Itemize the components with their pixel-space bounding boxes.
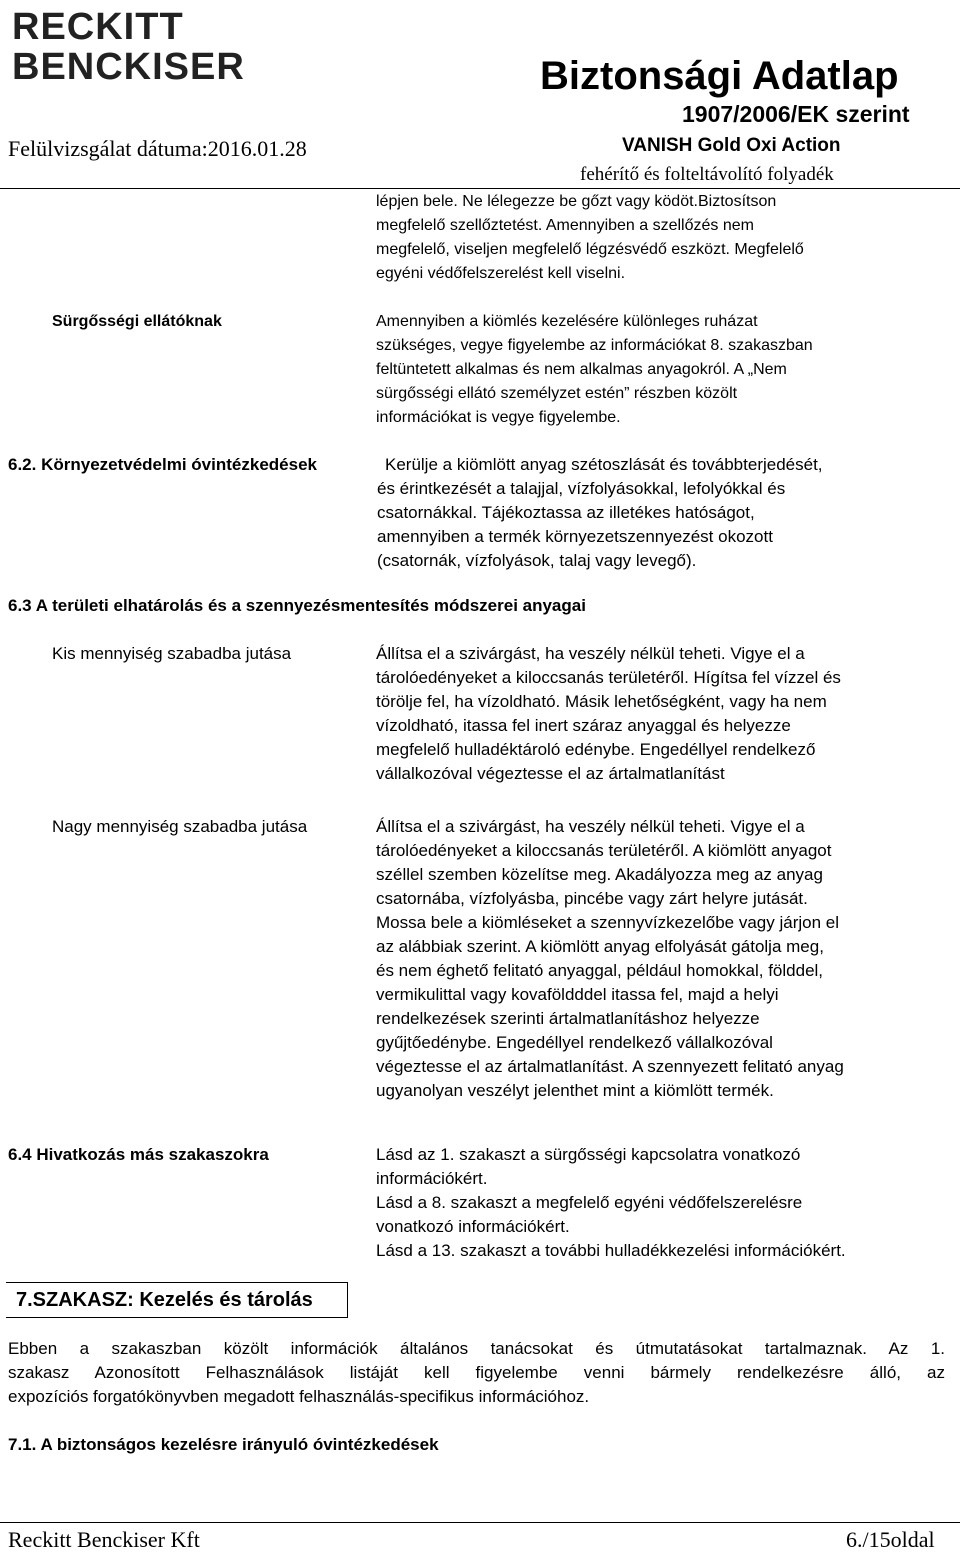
text-line: megfelelő hulladéktároló edénybe. Engedéllyel rendelkező bbox=[376, 740, 816, 759]
text-line: tárolóedényeket a kiloccsanás területéről. Hígítsa fel vízzel és bbox=[376, 668, 841, 687]
product-type: fehérítő és folteltávolító folyadék bbox=[580, 164, 834, 185]
text-line: vállalkozóval végeztesse el az ártalmatlanítást bbox=[376, 764, 725, 783]
text-line: ugyanolyan veszélyt jelenthet mint a kiömlött termék. bbox=[376, 1081, 774, 1100]
text-line: gyűjtőedénybe. Engedéllyel rendelkező vállalkozóval bbox=[376, 1033, 773, 1052]
text-line: sürgősségi ellátó személyzet estén” részben közölt bbox=[376, 385, 738, 402]
text-line: Amennyiben a kiömlés kezelésére különleges ruházat bbox=[376, 313, 758, 330]
text-line: Lásd az 1. szakaszt a sürgősségi kapcsolatra vonatkozó bbox=[376, 1145, 801, 1164]
small-spill-paragraph bbox=[376, 642, 841, 786]
footer-divider bbox=[0, 1522, 960, 1523]
footer-page-number: 6./15oldal bbox=[846, 1527, 935, 1552]
large-spill-label: Nagy mennyiség szabadba jutása bbox=[52, 817, 308, 836]
text-line: Lásd a 8. szakaszt a megfelelő egyéni védőfelszerelésre bbox=[376, 1193, 803, 1212]
company-logo bbox=[12, 6, 245, 88]
text-line: megfelelő szellőztetést. Amennyiben a szellőzés nem bbox=[376, 217, 754, 234]
text-line: amennyiben a termék környezetszennyezést okozott bbox=[377, 527, 773, 546]
section-7-intro bbox=[8, 1337, 945, 1409]
text-line: csatornába, vízfolyásba, pincébe vagy zárt helyre jutását. bbox=[376, 889, 808, 908]
text-line: feltüntetett alkalmas és nem alkalmas anyagokról. A „Nem bbox=[376, 361, 787, 378]
text-line: rendelkezések szerinti ártalmatlanításhoz helyezze bbox=[376, 1009, 760, 1028]
section-6-2-paragraph bbox=[377, 477, 785, 573]
text-line: tárolóedényeket a kiloccsanás területéről. A kiömlött anyagot bbox=[376, 841, 832, 860]
text-line: Mossa bele a kiömléseket a szennyvízkezelőbe vagy járjon el bbox=[376, 913, 840, 932]
text-line: vermikulittal vagy kovaföldddel itassa fel, majd a helyi bbox=[376, 985, 779, 1004]
text-line: megfelelő, viseljen megfelelő légzésvédő eszközt. Megfelelő bbox=[376, 241, 804, 258]
emergency-paragraph bbox=[376, 310, 813, 430]
section-7-1-heading: 7.1. A biztonságos kezelésre irányuló óvintézkedések bbox=[8, 1435, 439, 1454]
text-line: az alábbiak szerint. A kiömlött anyag elfolyását gátolja meg, bbox=[376, 937, 824, 956]
section-7-heading-box bbox=[6, 1282, 348, 1318]
emergency-label: Sürgősségi ellátóknak bbox=[52, 313, 222, 330]
section-6-4-heading: 6.4 Hivatkozás más szakaszokra bbox=[8, 1145, 269, 1164]
text-line: törölje fel, ha vízoldható. Másik lehetőségként, vagy ha nem bbox=[376, 692, 827, 711]
header-divider bbox=[0, 188, 960, 189]
logo-text-line1: RECKITT bbox=[12, 6, 184, 48]
small-spill-label: Kis mennyiség szabadba jutása bbox=[52, 644, 292, 663]
footer-company: Reckitt Benckiser Kft bbox=[8, 1527, 200, 1552]
continuation-paragraph bbox=[376, 190, 804, 286]
text-line: Állítsa el a szivárgást, ha veszély nélkül teheti. Vigye el a bbox=[376, 817, 805, 836]
text-line: Lásd a 13. szakaszt a további hulladékkezelési információkért. bbox=[376, 1241, 846, 1260]
text-line: vízoldható, itassa fel inert száraz anyaggal és helyezze bbox=[376, 716, 791, 735]
text-line: és nem éghető felitató anyaggal, például homokkal, földdel, bbox=[376, 961, 824, 980]
revision-date: Felülvizsgálat dátuma:2016.01.28 bbox=[8, 136, 307, 161]
text-line: és érintkezését a talajjal, vízfolyásokkal, lefolyókkal és bbox=[377, 479, 786, 498]
text-line: széllel szemben közelítse meg. Akadályozza meg az anyag bbox=[376, 865, 823, 884]
section-6-3-heading: 6.3 A területi elhatárolás és a szennyezésmentesítés módszerei anyagai bbox=[8, 596, 586, 615]
text-line: információkért. bbox=[376, 1169, 488, 1188]
text-line: lépjen bele. Ne lélegezze be gőzt vagy ködöt.Biztosítson bbox=[376, 193, 777, 210]
text-line: Ebben a szakaszban közölt információk általános tanácsokat és útmutatásokat tartalmaznak. Az 1. bbox=[8, 1339, 945, 1358]
product-name: VANISH Gold Oxi Action bbox=[622, 135, 841, 156]
text-line: információkat is vegye figyelembe. bbox=[376, 409, 621, 426]
text-line: szükséges, vegye figyelembe az információkat 8. szakaszban bbox=[376, 337, 813, 354]
document-title: Biztonsági Adatlap bbox=[540, 54, 899, 98]
section-6-2-heading: 6.2. Környezetvédelmi óvintézkedések bbox=[8, 455, 317, 474]
text-line: csatornákkal. Tájékoztassa az illetékes hatóságot, bbox=[377, 503, 755, 522]
text-line: vonatkozó információkért. bbox=[376, 1217, 570, 1236]
logo-text-line2: BENCKISER bbox=[12, 46, 245, 88]
text-line: szakasz Azonosított Felhasználások listáját kell figyelembe venni bármely rendelkezésre álló, az bbox=[8, 1363, 945, 1382]
text-line: Állítsa el a szivárgást, ha veszély nélkül teheti. Vigye el a bbox=[376, 644, 805, 663]
large-spill-paragraph bbox=[376, 815, 844, 1103]
section-7-heading: 7.SZAKASZ: Kezelés és tárolás bbox=[16, 1289, 313, 1311]
text-line: egyéni védőfelszerelést kell viselni. bbox=[376, 265, 626, 282]
text-line: (csatornák, vízfolyások, talaj vagy levegő). bbox=[377, 551, 697, 570]
regulation-reference: 1907/2006/EK szerint bbox=[682, 101, 910, 127]
text-line: expozíciós forgatókönyvben megadott felhasználás-specifikus információhoz. bbox=[8, 1387, 590, 1406]
section-6-2-first-line: Kerülje a kiömlött anyag szétoszlását és továbbterjedését, bbox=[385, 455, 823, 474]
section-6-4-paragraph bbox=[376, 1143, 846, 1263]
text-line: végeztesse el az ártalmatlanítást. A szennyezett felitató anyag bbox=[376, 1057, 844, 1076]
